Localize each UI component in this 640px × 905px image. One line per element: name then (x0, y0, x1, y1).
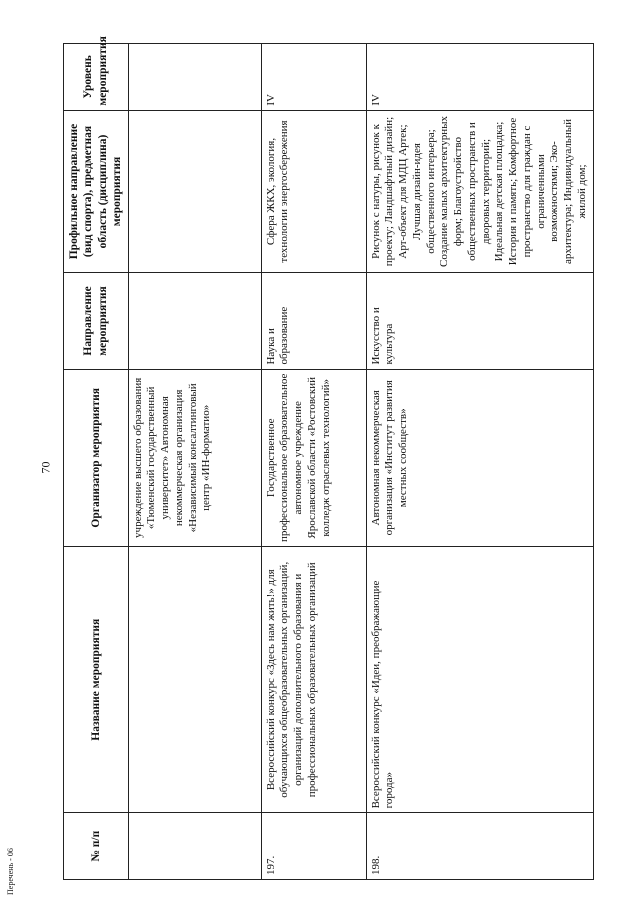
cell-organizer: Автономная некоммерческая организация «Институт развития местных сообществ» (366, 369, 593, 547)
header-direction: Направление мероприятия (64, 273, 129, 369)
cell-num: 198. (366, 813, 593, 880)
header-num: № п/п (64, 813, 129, 880)
cell-num: 197. (261, 813, 366, 880)
cell-level: IV (366, 44, 593, 111)
cell-level: IV (261, 44, 366, 111)
table-row (366, 44, 593, 880)
cell-profile (128, 110, 261, 273)
header-profile: Профильное направление (вид спорта), предметная область (дисциплина) мероприятия (64, 110, 129, 273)
cell-name: Всероссийский конкурс «Здесь нам жить!» для обучающихся общеобразовательных организаций, организаций дополнительного образования и профессиональных образовательных организаций (261, 547, 366, 813)
cell-direction: Искусство и культура (366, 273, 593, 369)
cell-name: Всероссийский конкурс «Идеи, преображающие города» (366, 547, 593, 813)
cell-name (128, 547, 261, 813)
page-number: 70 (38, 461, 53, 474)
cell-profile: Рисунок с натуры, рисунок к проекту; Ландшафтный дизайн; Арт-объект для МДЦ Артек; Лучшая дизайн-идея общественного интерьера; Создание малых архитектурных форм; Благоустройство общественных пространств и дворовых территорий; Идеальная детская площадка; История и память; Комфортное пространство для граждан с ограниченными возможностями; Эко-архитектура; Индивидуальный жилой дом; (366, 110, 593, 273)
header-name: Название мероприятия (64, 547, 129, 813)
cell-organizer: учреждение высшего образования «Тюменский государственный университет» Автономная некоммерческая организация «Независимый консалтинговый центр «ИН-форматио» (128, 369, 261, 547)
header-level: Уровень мероприятия (64, 44, 129, 111)
cell-profile: Сфера ЖКХ, экология, технологии энергосбережения (261, 110, 366, 273)
cell-level (128, 44, 261, 111)
footer-label: Перечень - 06 (6, 848, 15, 895)
header-organizer: Организатор мероприятия (64, 369, 129, 547)
cell-num (128, 813, 261, 880)
cell-direction: Наука и образование (261, 273, 366, 369)
events-table (63, 36, 594, 880)
cell-direction (128, 273, 261, 369)
table-row (261, 44, 366, 880)
rotated-table-frame (63, 36, 588, 880)
table-row (128, 44, 261, 880)
table-header-row (64, 44, 129, 880)
cell-organizer: Государственное профессиональное образовательное автономное учреждение Ярославской области «Ростовский колледж отраслевых технологий» (261, 369, 366, 547)
